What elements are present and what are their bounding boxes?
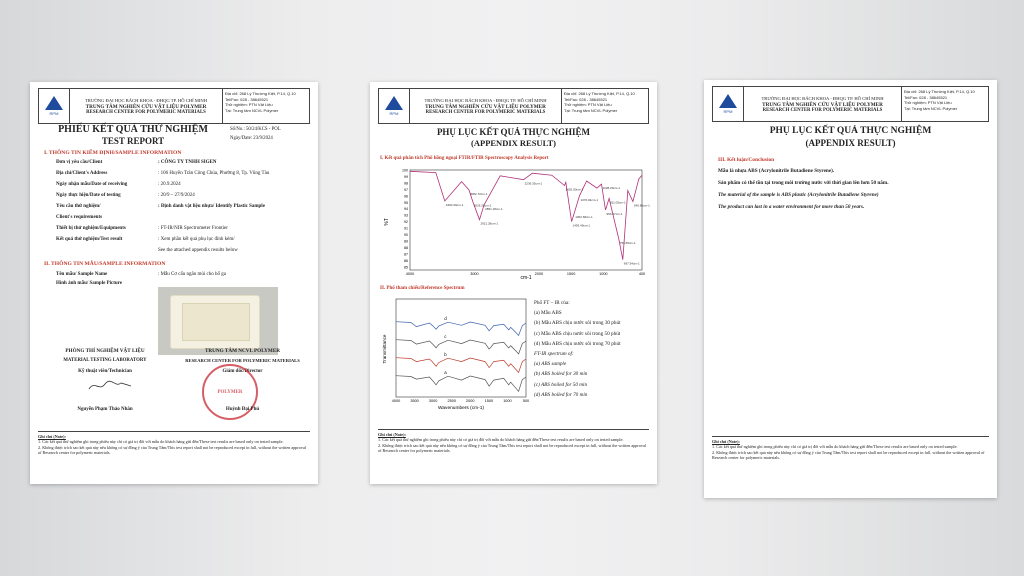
- conclusion-line-1: Mẫu là nhựa ABS (Acrylonitrile Butadiene Styrene).: [718, 168, 835, 174]
- report-notes: Ghi chú (Note): 1. Các kết quả thử nghiệm ghi trong phiếu này chỉ có giá trị đối với mẫu do khách hàng gửi đến/These test results are based only on tested sample. 2. Không được trích sao kết quả này nếu không có sự đồng ý của Trung Tâm/This test report shall not be reproduced except in full, without the written approval of Research center for polymeric materials.: [38, 431, 310, 456]
- ftir-y-tick: 91: [404, 226, 408, 231]
- field-value: : CÔNG TY TNHH SIGEN: [158, 160, 217, 165]
- director-title: Giám đốc/Director: [222, 369, 263, 374]
- ftir-y-tick: 90: [404, 233, 408, 238]
- lab-name-vi: PHÒNG THÍ NGHIỆM VẬT LIỆU: [65, 348, 145, 354]
- reference-series-b: [396, 358, 526, 373]
- legend-vi-c: (c) Mẫu ABS chịu nước sôi trong 50 phút: [534, 330, 621, 337]
- legend-en-d: (d) ABS boiled for 70 min: [534, 391, 588, 398]
- field-value: : Xem phần kết quả phụ lục đính kèm/: [158, 237, 235, 242]
- ftir-peak-label: 966.07cm-1: [606, 212, 623, 216]
- conclusion-line-3: The material of the sample is ABS plastic (Acrylonitrile Butadiene Styrene): [718, 192, 879, 198]
- legend-intro: Phổ FT – IR của:: [534, 300, 570, 306]
- ftir-y-tick: 89: [404, 239, 408, 244]
- ftir-peak-label: 1370.94cm-1: [580, 197, 599, 202]
- field-label: Thiết bị thử nghiệm/Equipments: [56, 226, 126, 231]
- center-right-en: RESEARCH CENTER FOR POLYMERIC MATERIALS: [185, 358, 300, 363]
- report-date: Ngày/Date: 23/9/2024: [230, 136, 273, 141]
- reference-series-label: d: [444, 316, 447, 321]
- reference-x-tick: 500: [522, 399, 530, 403]
- reference-x-tick: 3000: [428, 399, 438, 403]
- reference-series-c: [396, 340, 526, 354]
- reference-legend: [534, 298, 621, 400]
- reference-x-tick: 1500: [484, 399, 494, 403]
- reference-series-label: a: [444, 370, 447, 375]
- ftir-y-tick: 92: [404, 220, 408, 225]
- report-header: RPM TRƯỜNG ĐẠI HỌC BÁCH KHOA - ĐHQG TP. HỒ CHÍ MINH TRUNG TÂM NGHIÊN CỨU VẬT LIỆU POLYMER RESEARCH CENTER FOR POLYMERIC MATERIALS Địa chỉ: 268 Lý Thường Kiệt, P.14, Q.10 Tel/Fax: 028 - 38645521 Thử nghiệm: PTN Vật Liệu Tại: Trung tâm NCVL Polymer: [378, 88, 649, 124]
- ftir-x-tick: 2000: [534, 272, 544, 276]
- section-sample-details: II. THÔNG TIN MẪU/SAMPLE INFORMATION: [44, 261, 166, 267]
- legend-en-b: (b) ABS boiled for 30 min: [534, 371, 588, 378]
- ftir-spectrum-chart: [380, 166, 650, 284]
- ftir-peak-label: 697.54cm-1: [623, 261, 640, 266]
- field-value: : 20.9.2024: [158, 182, 181, 187]
- appendix-title-en: (APPENDIX RESULT): [471, 138, 556, 148]
- ftir-y-tick: 85: [404, 265, 408, 270]
- field-label: Ngày nhận mẫu/Date of receiving: [56, 182, 128, 187]
- ftir-y-tick: 87: [404, 252, 408, 257]
- appendix-page-conclusion: [704, 80, 997, 498]
- reference-x-tick: 2000: [466, 399, 475, 403]
- report-header: [38, 88, 310, 124]
- ftir-peak-label: 3026.25cm-1: [473, 203, 492, 208]
- ftir-y-tick: 86: [404, 258, 408, 263]
- ftir-peak-label: 759.65cm-1: [619, 241, 636, 246]
- field-value: See the attached appendix results below: [158, 248, 238, 253]
- ftir-peak-label: 1493.49cm-1: [572, 223, 591, 228]
- ftir-peak-label: 1028.29cm-1: [602, 186, 621, 191]
- sample-photo: [158, 287, 278, 355]
- ftir-y-tick: 98: [404, 181, 408, 186]
- field-label: Ngày thực hiện/Date of testing: [56, 193, 121, 198]
- ftir-x-tick: 1500: [566, 272, 576, 276]
- legend-vi-a: (a) Mẫu ABS: [534, 310, 562, 317]
- legend-en-c: (c) ABS boiled for 50 min: [534, 381, 588, 388]
- appendix-title-vi: PHỤ LỤC KẾT QUẢ THỰC NGHIỆM: [769, 126, 932, 136]
- ftir-y-tick: 99: [404, 174, 408, 179]
- reference-x-label: Wavenumbers (cm-1): [438, 406, 484, 411]
- technician-name: Nguyễn Phạm Thảo Nhân: [77, 407, 133, 412]
- test-report-page: [30, 82, 318, 484]
- section-reference-spectrum: II. Phổ tham chiếu/Reference Spectrum: [380, 286, 465, 291]
- sample-name-value: : Mẫu Cơ cấu ngăn mùi cho hố ga: [158, 272, 226, 277]
- header-contact: Địa chỉ: 268 Lý Thường Kiệt, P.14, Q.10 Tel/Fax: 028 - 38645521 Thử nghiệm: PTN Vật Liệu Tại: Trung tâm NCVL Polymer: [225, 91, 296, 113]
- field-label: Địa chỉ/Client's Address: [56, 171, 108, 176]
- center-right-vi: TRUNG TÂM NCVL POLYMER: [204, 348, 281, 354]
- ftir-x-tick: 1000: [599, 272, 608, 276]
- appendix-page-spectra: [370, 82, 657, 484]
- lab-name-en: MATERIAL TESTING LABORATORY: [63, 358, 147, 363]
- legend-vi-d: (d) Mẫu ABS chịu nước sôi trong 70 phút: [534, 340, 621, 347]
- field-label: Đơn vị yêu cầu/Client: [56, 160, 103, 165]
- rpm-logo: RPM: [713, 87, 744, 121]
- ftir-y-tick: 100: [402, 168, 408, 173]
- section-ftir-result: I. Kết quả phân tích Phổ hồng ngoại FTIR/FTIR Spectroscopy Analysis Report: [380, 156, 549, 161]
- ftir-y-tick: 88: [404, 245, 408, 250]
- appendix-title-en: (APPENDIX RESULT): [805, 138, 896, 148]
- official-stamp: POLYMER: [202, 364, 258, 420]
- reference-x-tick: 1000: [503, 399, 512, 403]
- ftir-peak-label: 3082.72cm-1: [469, 192, 488, 196]
- sample-picture-label: Hình ảnh mẫu/ Sample Picture: [56, 281, 123, 286]
- ftir-peak-label: 2851.18cm-1: [485, 206, 503, 211]
- reference-x-tick: 4000: [391, 399, 401, 403]
- field-value: : FT-IR/NIR Spectrometer Frontier: [158, 226, 228, 231]
- field-label: Client's requirements: [56, 215, 103, 220]
- ftir-x-tick: 400: [638, 272, 646, 276]
- field-value: : 106 Huyền Trân Công Chúa, Phường 8, Tp. Vũng Tàu: [158, 171, 270, 176]
- university-name: TRƯỜNG ĐẠI HỌC BÁCH KHOA - ĐHQG TP. HỒ CHÍ MINH: [84, 97, 208, 103]
- appendix-title-vi: PHỤ LỤC KẾT QUẢ THỰC NGHIỆM: [436, 127, 591, 137]
- legend-en-intro: FT-IR spectrum of:: [534, 351, 574, 358]
- reference-spectrum-chart: [380, 295, 530, 415]
- ftir-peak-label: 540.80cm-1: [633, 203, 650, 208]
- legend-vi-b: (b) Mẫu ABS chịu nước sôi trong 30 phút: [534, 320, 621, 327]
- ftir-peak-label: 2921.28cm-1: [480, 221, 498, 226]
- ftir-x-label: cm-1: [520, 275, 532, 281]
- ftir-x-tick: 4000: [405, 272, 415, 276]
- field-label: Kết quả thử nghiệm/Test result: [56, 237, 123, 242]
- reference-x-tick: 3500: [410, 399, 419, 403]
- center-name-vi: TRUNG TÂM NGHIÊN CỨU VẬT LIỆU POLYMER: [85, 103, 207, 110]
- ftir-peak-label: 3460.39cm-1: [445, 202, 464, 207]
- ftir-y-tick: 95: [404, 200, 408, 205]
- ftir-y-tick: 97: [404, 187, 408, 192]
- report-title-vi: PHIẾU KẾT QUẢ THỬ NGHIỆM: [58, 124, 208, 135]
- report-notes: Ghi chú (Note): 1. Các kết quả thử nghiệm ghi trong phiếu này chỉ có giá trị đối với mẫu do khách hàng gửi đến/These test results are based only on tested sample. 2. Không được trích sao kết quả này nếu không có sự đồng ý của Trung Tâm/This test report shall not be reproduced except in full, without the written approval of Research center for polymeric materials.: [378, 429, 649, 454]
- sample-name-label: Tên mẫu/ Sample Name: [56, 272, 108, 277]
- ftir-y-tick: 93: [404, 213, 408, 218]
- rpm-logo: RPM: [379, 89, 410, 123]
- technician-signature: [85, 378, 135, 394]
- reference-series-d: [396, 322, 526, 336]
- ftir-x-tick: 3000: [470, 272, 479, 276]
- technician-title: Kỹ thuật viên/Technician: [78, 369, 132, 374]
- ftir-y-label: %T: [384, 218, 390, 226]
- director-name: Huỳnh Đại Phú: [225, 407, 260, 412]
- reference-y-label: Transmittance: [382, 334, 387, 364]
- ftir-y-tick: 94: [404, 207, 408, 212]
- center-name-en: RESEARCH CENTER FOR POLYMERIC MATERIALS: [86, 109, 206, 115]
- report-title-en: TEST REPORT: [101, 136, 165, 146]
- ftir-peak-label: 911.05cm-1: [610, 200, 626, 205]
- section-conclusion: III. Kết luận/Conclusion: [718, 157, 775, 163]
- conclusion-line-2: Sản phẩm có thể tồn tại trong môi trường nước với thời gian lên hơn 50 năm.: [718, 180, 889, 186]
- reference-series-label: c: [444, 334, 447, 339]
- conclusion-line-4: The product can last in a water environment for more than 50 years.: [718, 204, 865, 210]
- reference-x-tick: 2500: [447, 399, 456, 403]
- field-value: : 20/9 – 27/9/2024: [158, 193, 195, 198]
- report-number: Số/No.: 50/24/KCS - POL: [230, 127, 281, 132]
- field-value: : Định danh vật liệu nhựa/ Identify Plastic Sample: [158, 204, 265, 209]
- field-label: Yêu cầu thử nghiệm/: [56, 204, 101, 209]
- legend-en-a: (a) ABS sample: [534, 361, 567, 368]
- ftir-peak-label: 1452.68cm-1: [575, 215, 593, 220]
- ftir-peak-label: 2236.35cm-1: [524, 181, 543, 186]
- ftir-y-tick: 96: [404, 194, 408, 199]
- reference-series-a: [396, 376, 526, 392]
- section-sample-information: I. THÔNG TIN KIỂM ĐỊNH/SAMPLE INFORMATION: [44, 150, 182, 156]
- ftir-peak-label: 1602.00cm-1: [565, 187, 584, 192]
- rpm-logo: RPM: [39, 89, 70, 123]
- report-notes: Ghi chú (Note): 1. Các kết quả thử nghiệm ghi trong phiếu này chỉ có giá trị đối với mẫu do khách hàng gửi đến/These test results are based only on tested sample. 2. Không được trích sao kết quả này nếu không có sự đồng ý của Trung Tâm/This test report shall not be reproduced except in full, without the written approval of Research center for polymeric materials.: [712, 436, 989, 461]
- report-header: RPM TRƯỜNG ĐẠI HỌC BÁCH KHOA - ĐHQG TP. HỒ CHÍ MINH TRUNG TÂM NGHIÊN CỨU VẬT LIỆU POLYMER RESEARCH CENTER FOR POLYMERIC MATERIALS Địa chỉ: 268 Lý Thường Kiệt, P.14, Q.10 Tel/Fax: 028 - 38645521 Thử nghiệm: PTN Vật Liệu Tại: Trung tâm NCVL Polymer: [712, 86, 989, 122]
- reference-series-label: b: [444, 352, 447, 357]
